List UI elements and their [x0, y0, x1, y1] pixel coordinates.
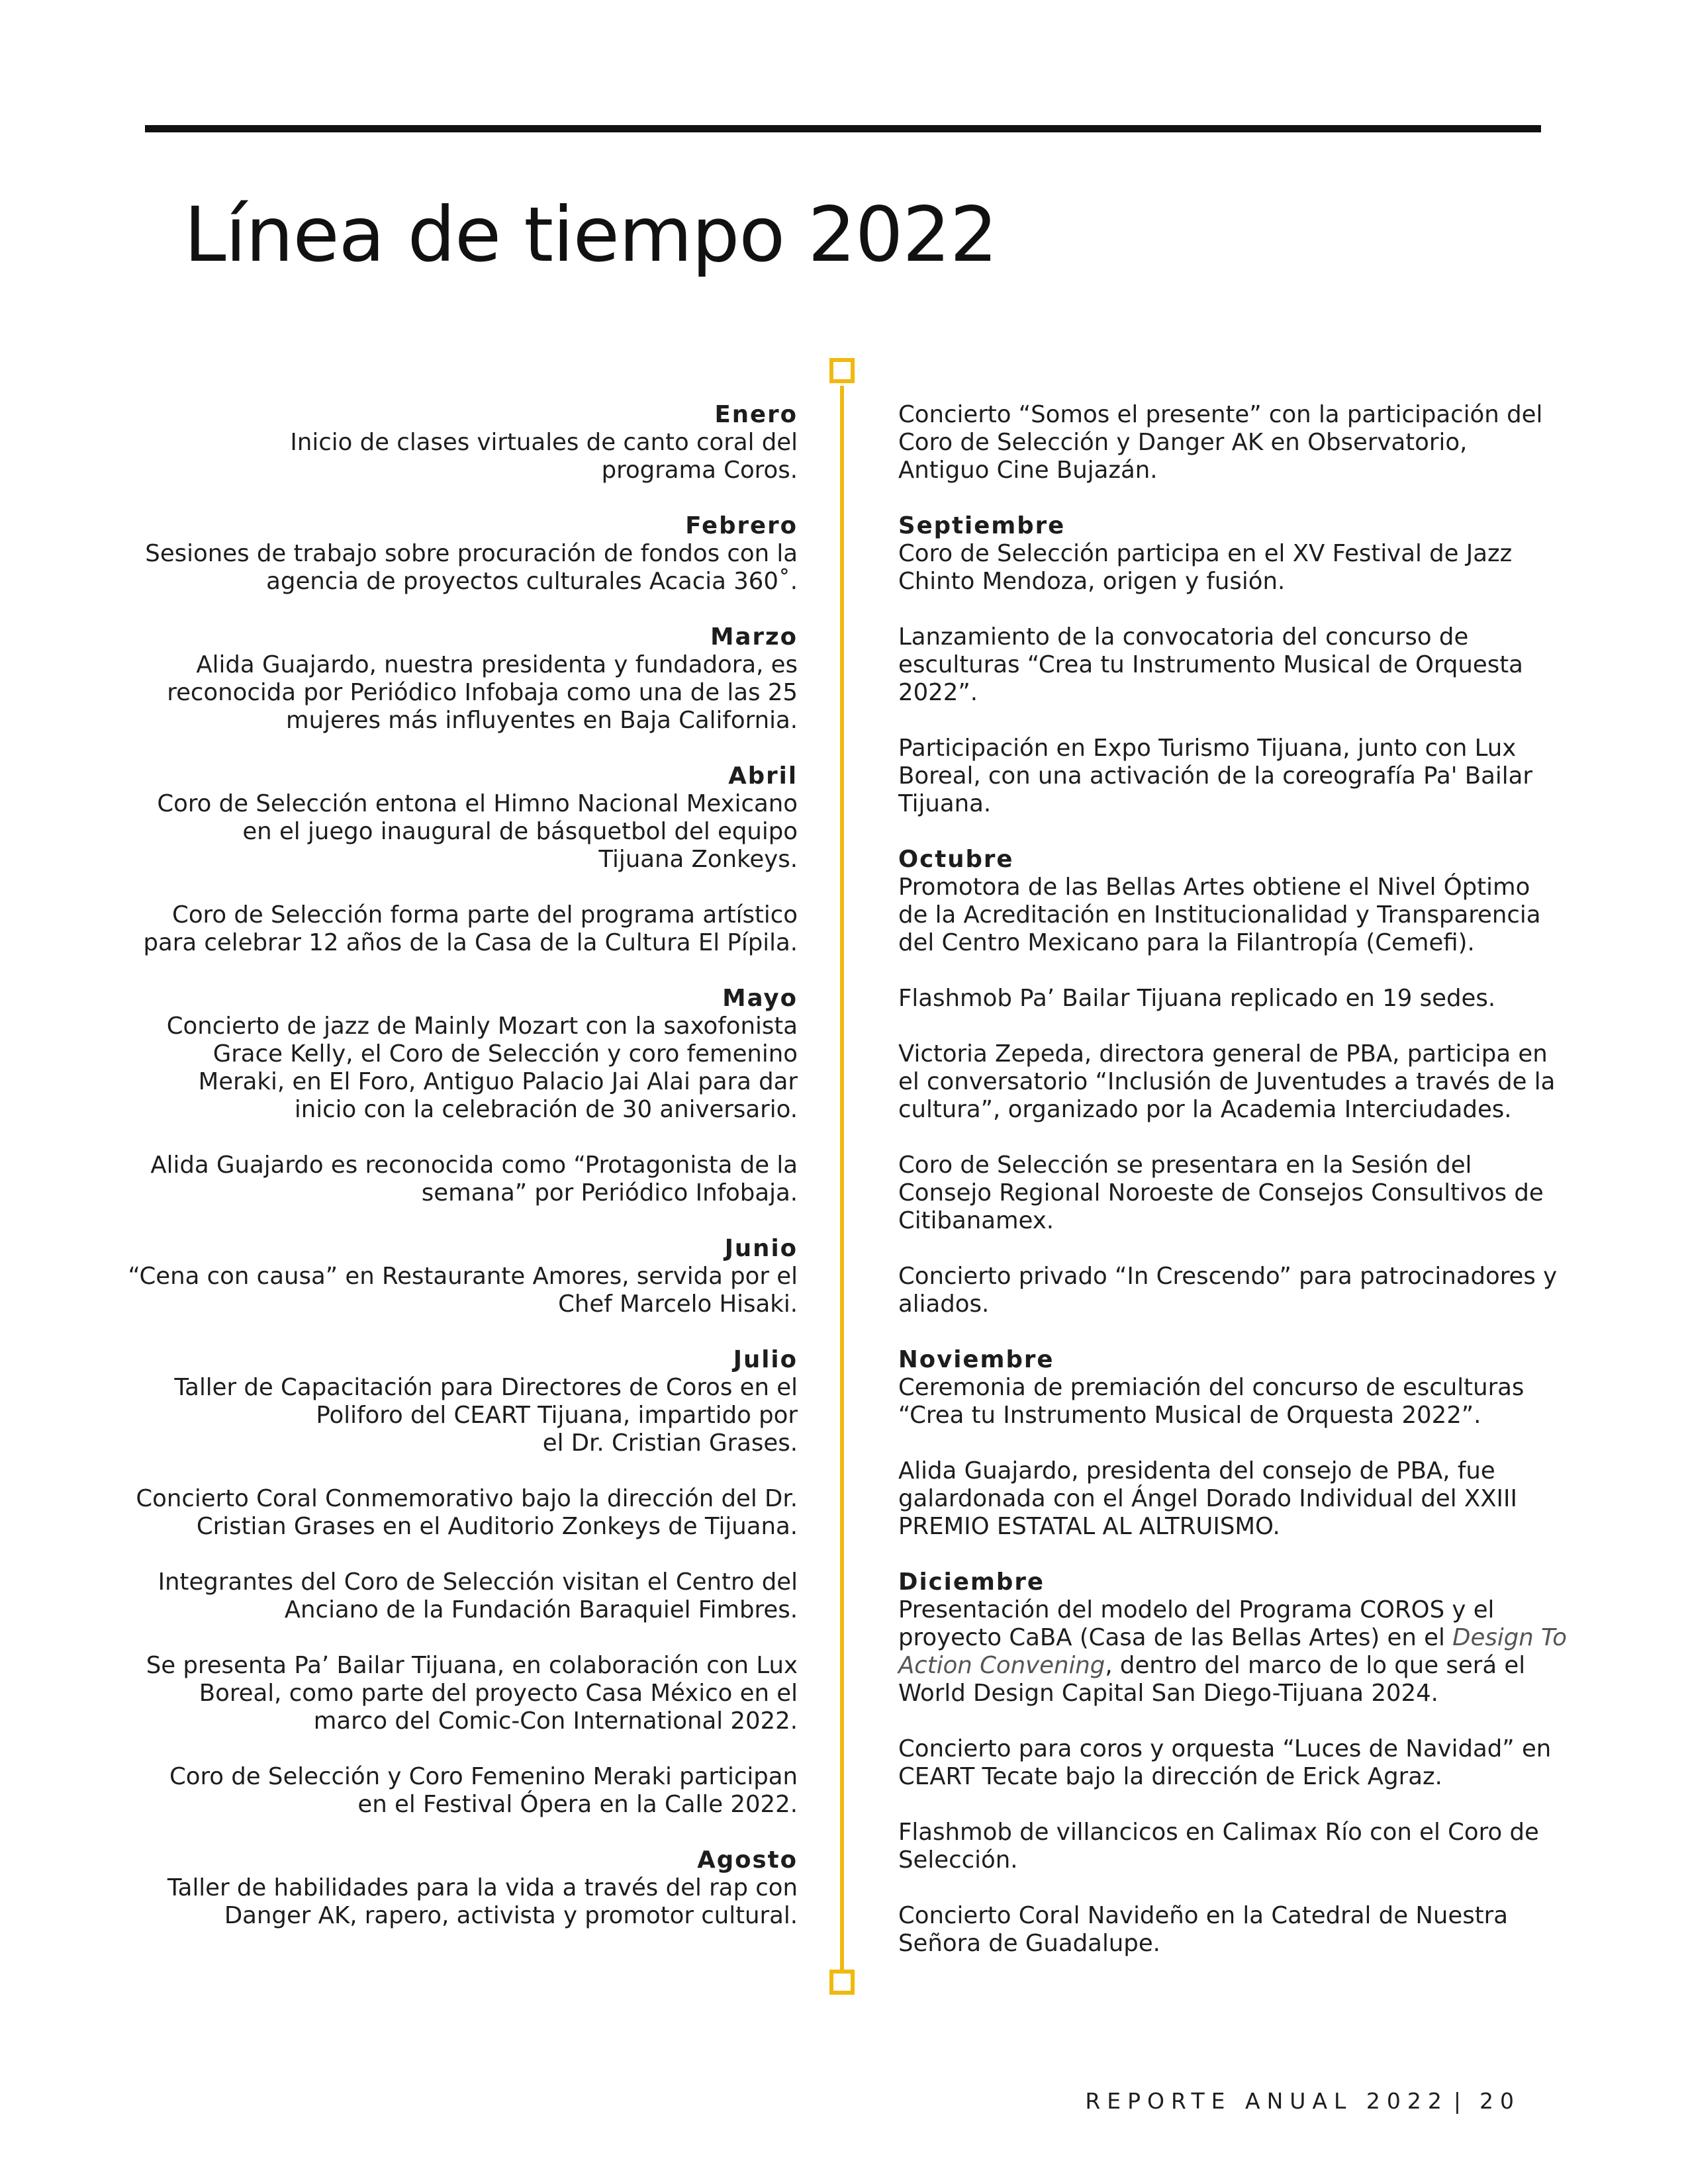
text-line: galardonada con el Ángel Dorado Individual del XXIII: [898, 1485, 1517, 1512]
month-heading: Agosto: [697, 1846, 798, 1874]
text-line: Selección.: [898, 1846, 1018, 1874]
text-line: Flashmob Pa’ Bailar Tijuana replicado en 19 sedes.: [898, 985, 1496, 1012]
text-line: Citibanamex.: [898, 1207, 1055, 1234]
event-description: [86, 429, 798, 484]
text-line: mujeres más influyentes en Baja California.: [286, 707, 798, 734]
page-number: 20: [1479, 2088, 1521, 2114]
timeline-entry: [898, 1569, 1617, 1958]
timeline-entry: [86, 512, 798, 596]
text-line: en el Festival Ópera en la Calle 2022.: [357, 1791, 798, 1818]
text-line: 2022”.: [898, 679, 978, 706]
timeline-entry: [86, 1346, 798, 1819]
text-line: Grace Kelly, el Coro de Selección y coro femenino: [212, 1040, 798, 1068]
text-line: Participación en Expo Turismo Tijuana, junto con Lux: [898, 735, 1517, 762]
text-line: Tijuana.: [898, 790, 992, 817]
text-line: Boreal, como parte del proyecto Casa México en el: [199, 1680, 798, 1707]
event-description: [86, 1152, 798, 1207]
event-description: [898, 623, 1617, 707]
event-description: [86, 1374, 798, 1457]
event-description: [86, 1263, 798, 1318]
event-description: [898, 735, 1617, 818]
text-line: Coro de Selección entona el Himno Nacional Mexicano: [157, 790, 798, 817]
month-heading: Julio: [733, 1346, 798, 1373]
text-line: Taller de Capacitación para Directores de Coros en el: [174, 1374, 798, 1401]
text-line: Anciano de la Fundación Baraquiel Fimbres.: [284, 1596, 798, 1623]
event-description: [898, 1819, 1617, 1874]
text-line: “Crea tu Instrumento Musical de Orquesta 2022”.: [898, 1402, 1481, 1429]
text-line: Promotora de las Bellas Artes obtiene el Nivel Óptimo: [898, 874, 1530, 901]
timeline-entry: [86, 1846, 798, 1930]
footer-separator: |: [1453, 2088, 1468, 2114]
text-line: agencia de proyectos culturales Acacia 360˚.: [266, 568, 798, 595]
text-line: PREMIO ESTATAL AL ALTRUISMO.: [898, 1513, 1280, 1540]
text-line: Lanzamiento de la convocatoria del concurso de: [898, 623, 1469, 651]
text-line: cultura”, organizado por la Academia Interciudades.: [898, 1096, 1512, 1123]
event-description: [898, 401, 1617, 484]
text-line: reconocida por Periódico Infobaja como una de las 25: [167, 679, 798, 706]
text-line: , dentro del marco de lo que será el: [1105, 1652, 1526, 1679]
month-heading: Enero: [714, 401, 798, 428]
text-line: proyecto CaBA (Casa de las Bellas Artes) en el: [898, 1624, 1453, 1651]
event-description: [898, 1263, 1617, 1318]
month-heading: Octubre: [898, 846, 1014, 873]
text-line: Tijuana Zonkeys.: [598, 846, 798, 873]
text-line: semana” por Periódico Infobaja.: [421, 1179, 798, 1206]
text-line: Taller de habilidades para la vida a través del rap con: [167, 1874, 798, 1901]
timeline-entry: [86, 401, 798, 484]
timeline-entry: [898, 846, 1617, 1318]
month-heading: Noviembre: [898, 1346, 1055, 1373]
timeline-entry: [898, 512, 1617, 818]
timeline-entry: [86, 762, 798, 957]
text-line: Coro de Selección participa en el XV Festival de Jazz: [898, 540, 1513, 567]
text-line: marco del Comic-Con International 2022.: [313, 1707, 798, 1735]
timeline-right-column: [898, 401, 1617, 1985]
text-line: en el juego inaugural de básquetbol del equipo: [242, 818, 798, 845]
event-description: [86, 790, 798, 874]
text-line: Meraki, en El Foro, Antiguo Palacio Jai Alai para dar: [198, 1068, 798, 1095]
text-line: “Cena con causa” en Restaurante Amores, servida por el: [128, 1263, 798, 1290]
text-line: Boreal, con una activación de la coreografía Pa' Bailar: [898, 762, 1532, 790]
event-description: [898, 874, 1617, 957]
event-description: [898, 985, 1617, 1013]
text-line: Concierto Coral Navideño en la Catedral de Nuestra: [898, 1902, 1508, 1929]
event-description: [86, 1013, 798, 1124]
text-line: Flashmob de villancicos en Calimax Río con el Coro de: [898, 1819, 1539, 1846]
timeline-entry: [898, 1346, 1617, 1541]
text-line: Ceremonia de premiación del concurso de esculturas: [898, 1374, 1524, 1401]
text-line: Chef Marcelo Hisaki.: [558, 1291, 798, 1318]
month-heading: Marzo: [710, 623, 798, 651]
event-description: [898, 1735, 1617, 1791]
event-description: [86, 540, 798, 596]
text-line: Antiguo Cine Bujazán.: [898, 457, 1158, 484]
text-line: aliados.: [898, 1291, 990, 1318]
text-line: esculturas “Crea tu Instrumento Musical de Orquesta: [898, 651, 1523, 678]
text-line: Alida Guajardo es reconocida como “Protagonista de la: [150, 1152, 798, 1179]
text-line: inicio con la celebración de 30 aniversario.: [294, 1096, 798, 1123]
timeline-entry: [86, 623, 798, 735]
text-line: el conversatorio “Inclusión de Juventudes a través de la: [898, 1068, 1556, 1095]
timeline-start-marker: [829, 358, 855, 383]
text-line: Coro de Selección y Coro Femenino Meraki participan: [169, 1763, 798, 1790]
text-line: Concierto “Somos el presente” con la participación del: [898, 401, 1543, 428]
text-line: Victoria Zepeda, directora general de PBA, participa en: [898, 1040, 1548, 1068]
timeline-entry: [898, 401, 1617, 484]
text-line: Alida Guajardo, presidenta del consejo de PBA, fue: [898, 1457, 1495, 1484]
text-line: Concierto de jazz de Mainly Mozart con la saxofonista: [166, 1013, 798, 1040]
month-heading: Diciembre: [898, 1569, 1045, 1596]
month-heading: Febrero: [685, 512, 798, 539]
text-line: el Dr. Cristian Grases.: [542, 1430, 798, 1457]
timeline-line: [840, 386, 844, 1982]
text-line: Se presenta Pa’ Bailar Tijuana, en colaboración con Lux: [146, 1652, 798, 1679]
text-line: Alida Guajardo, nuestra presidenta y fundadora, es: [196, 651, 798, 678]
text-line: Chinto Mendoza, origen y fusión.: [898, 568, 1286, 595]
event-description: [898, 540, 1617, 596]
text-line: de la Acreditación en Institucionalidad y Transparencia: [898, 901, 1541, 929]
page-footer: [1085, 2088, 1521, 2114]
text-line: Coro de Selección y Danger AK en Observatorio,: [898, 429, 1468, 456]
text-line: Presentación del modelo del Programa COROS y el: [898, 1596, 1495, 1623]
timeline-entry: [86, 1235, 798, 1318]
text-line: Señora de Guadalupe.: [898, 1930, 1160, 1957]
event-description: [86, 1485, 798, 1541]
text-line: Consejo Regional Noroeste de Consejos Consultivos de: [898, 1179, 1544, 1206]
text-line: Coro de Selección forma parte del programa artístico: [172, 901, 798, 929]
month-heading: Abril: [728, 762, 798, 790]
footer-report-title: REPORTE ANUAL 2022: [1085, 2088, 1448, 2114]
timeline-end-marker: [829, 1970, 855, 1995]
event-description: [898, 1596, 1617, 1707]
event-description: [86, 651, 798, 735]
month-heading: Septiembre: [898, 512, 1066, 539]
text-line: Poliforo del CEART Tijuana, impartido por: [316, 1402, 798, 1429]
text-line: del Centro Mexicano para la Filantropía (Cemefi).: [898, 929, 1475, 956]
event-description: [898, 1374, 1617, 1430]
text-line: Concierto para coros y orquesta “Luces de Navidad” en: [898, 1735, 1552, 1762]
text-line: Coro de Selección se presentara en la Sesión del: [898, 1152, 1472, 1179]
timeline-entry: [86, 985, 798, 1207]
text-line: para celebrar 12 años de la Casa de la Cultura El Pípila.: [143, 929, 798, 956]
text-line: Danger AK, rapero, activista y promotor cultural.: [224, 1902, 798, 1929]
text-line: World Design Capital San Diego-Tijuana 2024.: [898, 1680, 1438, 1707]
event-description: [898, 1040, 1617, 1124]
text-line: Concierto privado “In Crescendo” para patrocinadores y: [898, 1263, 1558, 1290]
timeline-left-column: [86, 401, 798, 1958]
top-rule: [145, 125, 1541, 132]
event-description: [86, 1874, 798, 1930]
text-line: Concierto Coral Conmemorativo bajo la dirección del Dr.: [136, 1485, 798, 1512]
event-description: [898, 1902, 1617, 1958]
text-line: Sesiones de trabajo sobre procuración de fondos con la: [145, 540, 798, 567]
event-description: [898, 1457, 1617, 1541]
page-title: Línea de tiempo 2022: [184, 191, 998, 279]
event-description: [86, 1652, 798, 1735]
event-description: [898, 1152, 1617, 1235]
emphasized-text: Action Convening: [898, 1652, 1105, 1679]
text-line: programa Coros.: [601, 457, 798, 484]
month-heading: Mayo: [722, 985, 798, 1012]
text-line: Inicio de clases virtuales de canto coral del: [290, 429, 798, 456]
month-heading: Junio: [724, 1235, 798, 1262]
text-line: CEART Tecate bajo la dirección de Erick Agraz.: [898, 1763, 1442, 1790]
event-description: [86, 901, 798, 957]
text-line: Integrantes del Coro de Selección visitan el Centro del: [158, 1569, 798, 1596]
emphasized-text: Design To: [1452, 1624, 1568, 1651]
text-line: Cristian Grases en el Auditorio Zonkeys de Tijuana.: [196, 1513, 798, 1540]
event-description: [86, 1763, 798, 1819]
event-description: [86, 1569, 798, 1624]
